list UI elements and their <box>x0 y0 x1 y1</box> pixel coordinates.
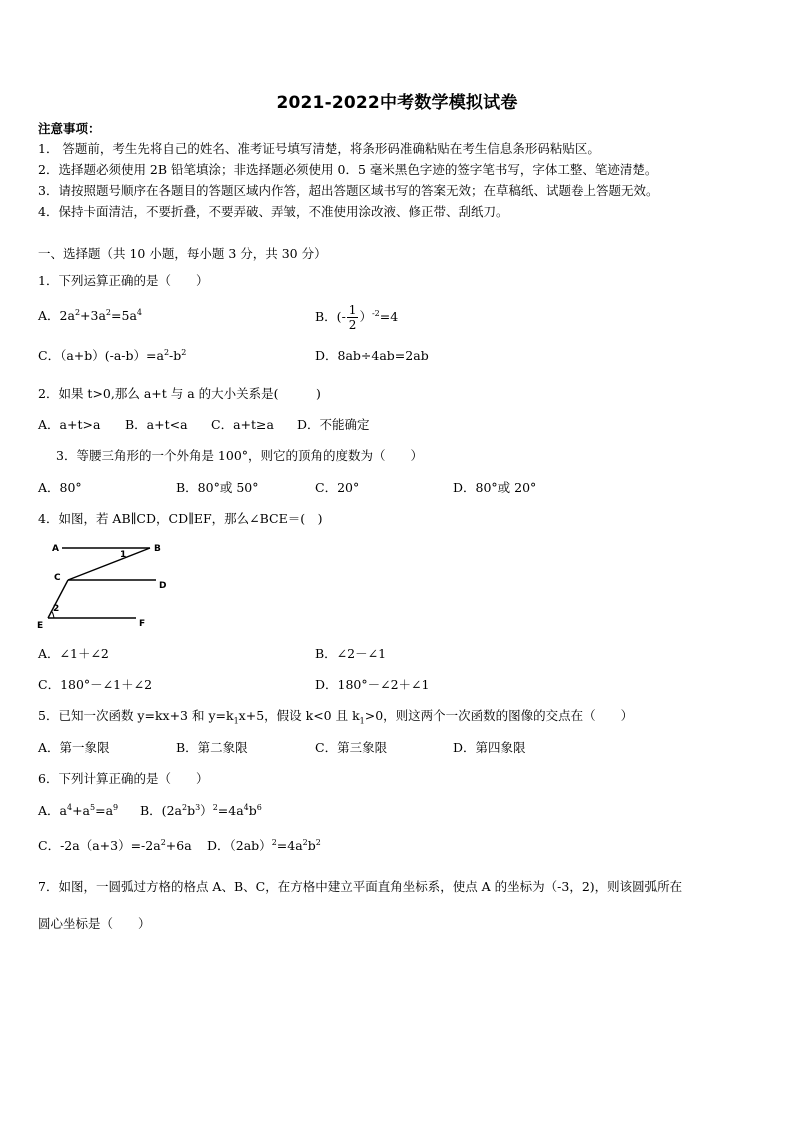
section-heading: 一、选择题（共 10 小题，每小题 3 分，共 30 分） <box>38 246 327 261</box>
fraction: $\frac{1}{2}$ <box>348 303 357 332</box>
q6-option-d: D．$(2ab)^2=4a^2b^2$ <box>207 837 321 853</box>
parallel-lines-figure <box>37 538 180 631</box>
q5-option-d: D．第四象限 <box>453 740 526 755</box>
label-d: D <box>159 581 167 591</box>
angle-2-label: 2 <box>53 604 60 614</box>
q2-option-d: D．不能确定 <box>297 417 370 432</box>
q4-option-b: B．∠2－∠1 <box>315 646 387 661</box>
q6-option-b: B．$(2a^2b^3)^2=4a^4b^6$ <box>140 802 262 818</box>
q5-option-a: A．第一象限 <box>38 740 110 755</box>
q1-stem: 1．下列运算正确的是（ ） <box>38 273 209 288</box>
q3-option-c: C．20° <box>315 480 360 495</box>
notice-heading: 注意事项： <box>38 121 101 136</box>
notice-item-2: 2．选择题必须使用 2B 铅笔填涂；非选择题必须使用 0．5 毫米黑色字迹的签字笔书写，字体工整、笔迹清楚。 <box>38 162 658 177</box>
q3-option-b: B．80°或 50° <box>176 480 259 495</box>
q3-option-d: D．80°或 20° <box>453 480 537 495</box>
q4-option-d: D．180°－∠2＋∠1 <box>315 677 430 692</box>
q2-stem: 2．如果 t>0,那么 a+t 与 a 的大小关系是( ) <box>38 386 321 401</box>
q4-stem: 4．如图，若 AB∥CD，CD∥EF，那么∠BCE＝( ) <box>38 511 323 526</box>
q6-option-a: A．$a^4+a^5=a^9$ <box>38 802 119 818</box>
q1-option-d: D．8ab÷4ab=2ab <box>315 348 429 363</box>
segment-bc <box>68 548 150 580</box>
q2-option-b: B．a+t<a <box>125 417 188 432</box>
angle-1-label: 1 <box>120 550 127 560</box>
label-f: F <box>139 619 146 629</box>
q4-option-c: C．180°－∠1＋∠2 <box>38 677 153 692</box>
label-b: B <box>154 544 161 554</box>
label-a: A <box>52 544 59 554</box>
q7-stem-line-2: 圆心坐标是（ ） <box>38 916 151 931</box>
q6-stem: 6．下列计算正确的是（ ） <box>38 771 209 786</box>
label-e: E <box>37 621 44 631</box>
q3-option-a: A．80° <box>38 480 82 495</box>
q7-stem-line-1: 7．如图，一圆弧过方格的格点 A、B、C，在方格中建立平面直角坐标系，使点 A 的坐标为（-3，2)，则该圆弧所在 <box>38 879 683 894</box>
q2-option-c: C．a+t≥a <box>211 417 274 432</box>
notice-item-1: 1． 答题前，考生先将自己的姓名、准考证号填写清楚，将条形码准确粘贴在考生信息条形码粘贴区。 <box>38 141 600 156</box>
q1-option-a: A．$2a^2+3a^2=5a^4$ <box>38 307 142 323</box>
q1-option-b: B．(- $\frac{1}{2}$ ）$^{-2}$=4 <box>315 303 399 332</box>
q3-stem: 3．等腰三角形的一个外角是 100°，则它的顶角的度数为（ ） <box>56 448 424 463</box>
q6-option-c: C．$-2a(a+3)=-2a^2+6a$ <box>38 837 192 853</box>
notice-item-3: 3．请按照题号顺序在各题目的答题区域内作答，超出答题区域书写的答案无效；在草稿纸、试题卷上答题无效。 <box>38 183 659 198</box>
q5-stem: 5．已知一次函数 y=kx+3 和 $y=k_1x+5$，假设 k<0 且 $k_1>0$，则这两个一次函数的图像的交点在（ ） <box>38 708 634 726</box>
q5-option-c: C．第三象限 <box>315 740 388 755</box>
q2-option-a: A．a+t>a <box>38 417 101 432</box>
q5-option-b: B．第二象限 <box>176 740 248 755</box>
notice-item-4: 4．保持卡面清洁，不要折叠，不要弄破、弄皱，不准使用涂改液、修正带、刮纸刀。 <box>38 204 509 219</box>
q1-option-c: C．$(a+b)(-a-b)=a^2-b^2$ <box>38 347 187 363</box>
page-title: 2021-2022中考数学模拟试卷 <box>276 93 518 113</box>
label-c: C <box>54 573 61 583</box>
q4-option-a: A．∠1＋∠2 <box>38 646 109 661</box>
